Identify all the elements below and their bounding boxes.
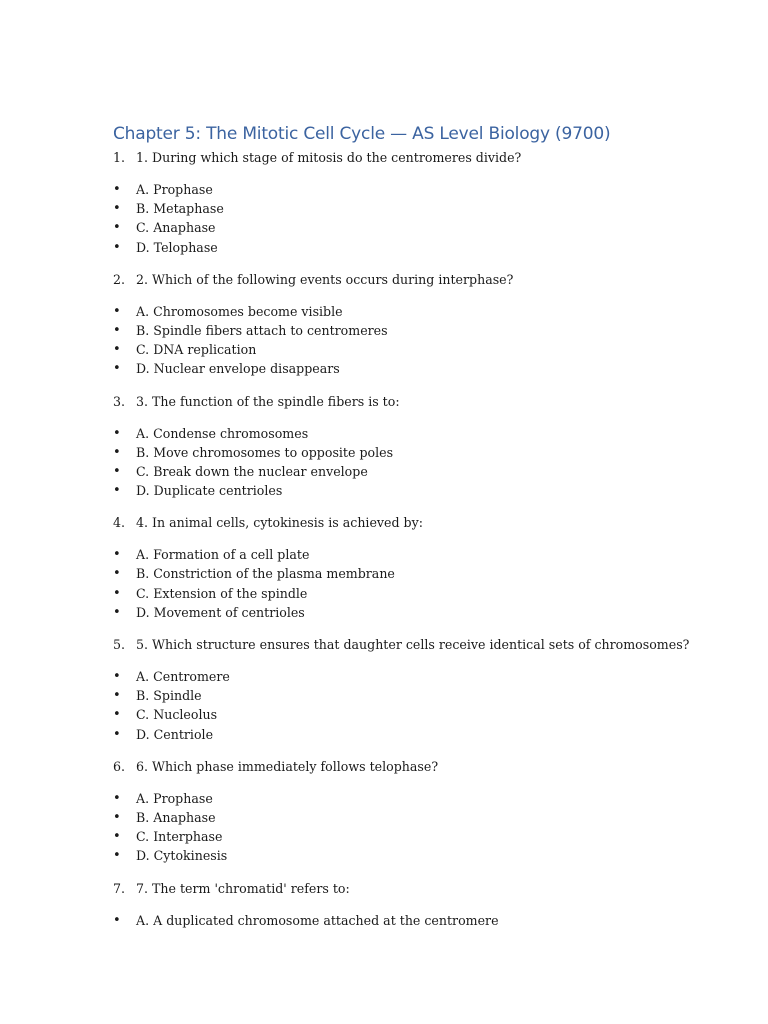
question-text: 4. In animal cells, cytokinesis is achieved by: <box>136 515 423 531</box>
option-item <box>0 667 768 686</box>
bullet-icon: • <box>113 322 121 338</box>
bullet-icon: • <box>113 829 121 845</box>
question-1 <box>0 148 768 168</box>
option-text: D. Nuclear envelope disappears <box>136 361 340 377</box>
question-text: 5. Which structure ensures that daughter cells receive identical sets of chromosomes? <box>136 637 690 652</box>
bullet-icon: • <box>113 220 121 236</box>
question-number: 4. <box>113 515 126 531</box>
bullet-icon: • <box>113 182 121 197</box>
option-item <box>0 686 768 705</box>
question-3 <box>0 392 768 412</box>
bullet-icon: • <box>113 463 121 479</box>
question-6 <box>0 757 768 777</box>
option-item <box>0 443 768 462</box>
bullet-icon: • <box>113 566 121 582</box>
bullet-icon: • <box>113 303 121 319</box>
question-list <box>0 148 768 930</box>
option-item <box>0 302 768 321</box>
bullet-icon: • <box>113 239 121 255</box>
option-item <box>0 846 768 865</box>
question-number: 5. <box>113 637 126 652</box>
options-list <box>0 911 768 930</box>
option-text: B. Spindle fibers attach to centromeres <box>136 322 388 338</box>
bullet-icon: • <box>113 707 121 723</box>
question-4 <box>0 513 768 533</box>
option-text: A. Condense chromosomes <box>136 425 309 441</box>
bullet-icon: • <box>113 688 121 704</box>
option-item <box>0 180 768 199</box>
options-list <box>0 789 768 866</box>
question-number: 7. <box>113 880 126 896</box>
option-item <box>0 911 768 930</box>
bullet-icon: • <box>113 425 121 441</box>
bullet-icon: • <box>113 848 121 864</box>
bullet-icon: • <box>113 547 121 563</box>
option-item <box>0 359 768 378</box>
bullet-icon: • <box>113 912 121 928</box>
options-list <box>0 545 768 622</box>
option-item <box>0 462 768 481</box>
bullet-icon: • <box>113 669 121 684</box>
question-text: 2. Which of the following events occurs during interphase? <box>136 271 514 287</box>
bullet-icon: • <box>113 342 121 358</box>
option-item <box>0 584 768 603</box>
option-text: C. Anaphase <box>136 220 216 236</box>
bullet-icon: • <box>113 790 121 806</box>
option-text: A. Prophase <box>136 182 213 197</box>
question-text: 3. The function of the spindle fibers is to: <box>136 393 400 409</box>
question-2 <box>0 270 768 290</box>
option-text: C. Break down the nuclear envelope <box>136 463 368 479</box>
option-item <box>0 199 768 218</box>
option-item <box>0 218 768 237</box>
option-text: A. A duplicated chromosome attached at the centromere <box>136 912 499 928</box>
option-item <box>0 725 768 744</box>
question-text: 6. Which phase immediately follows telophase? <box>136 758 439 774</box>
question-7 <box>0 879 768 899</box>
option-text: B. Anaphase <box>136 809 216 825</box>
question-number: 3. <box>113 393 126 409</box>
option-text: D. Telophase <box>136 239 218 255</box>
option-text: D. Cytokinesis <box>136 848 228 864</box>
options-list <box>0 302 768 379</box>
chapter-title: Chapter 5: The Mitotic Cell Cycle — AS Level Biology (9700) <box>113 124 611 144</box>
question-number: 2. <box>113 271 126 287</box>
bullet-icon: • <box>113 444 121 460</box>
question-number: 6. <box>113 758 126 774</box>
option-text: B. Constriction of the plasma membrane <box>136 566 395 582</box>
option-item <box>0 321 768 340</box>
option-item <box>0 340 768 359</box>
option-item <box>0 564 768 583</box>
bullet-icon: • <box>113 604 121 620</box>
option-item <box>0 827 768 846</box>
bullet-icon: • <box>113 809 121 825</box>
option-text: A. Centromere <box>136 669 230 684</box>
option-text: C. Extension of the spindle <box>136 585 308 601</box>
bullet-icon: • <box>113 361 121 377</box>
bullet-icon: • <box>113 585 121 601</box>
bullet-icon: • <box>113 726 121 742</box>
options-list <box>0 180 768 257</box>
option-item <box>0 424 768 443</box>
option-item <box>0 789 768 808</box>
option-text: C. Interphase <box>136 829 223 845</box>
option-text: D. Duplicate centrioles <box>136 483 283 499</box>
option-item <box>0 238 768 257</box>
option-text: B. Move chromosomes to opposite poles <box>136 444 394 460</box>
option-text: C. Nucleolus <box>136 707 218 723</box>
bullet-icon: • <box>113 201 121 217</box>
option-text: B. Metaphase <box>136 201 224 217</box>
options-list <box>0 667 768 744</box>
bullet-icon: • <box>113 483 121 499</box>
question-text: 7. The term 'chromatid' refers to: <box>136 880 350 896</box>
question-text: 1. During which stage of mitosis do the centromeres divide? <box>136 150 522 165</box>
option-text: A. Formation of a cell plate <box>136 547 310 563</box>
question-5 <box>0 635 768 655</box>
option-item <box>0 603 768 622</box>
option-item <box>0 808 768 827</box>
option-item <box>0 705 768 724</box>
options-list <box>0 424 768 501</box>
option-text: B. Spindle <box>136 688 202 704</box>
question-number: 1. <box>113 150 126 165</box>
option-text: C. DNA replication <box>136 342 257 358</box>
option-text: D. Movement of centrioles <box>136 604 305 620</box>
option-text: A. Chromosomes become visible <box>136 303 343 319</box>
option-text: A. Prophase <box>136 790 213 806</box>
option-text: D. Centriole <box>136 726 214 742</box>
option-item <box>0 545 768 564</box>
option-item <box>0 481 768 500</box>
